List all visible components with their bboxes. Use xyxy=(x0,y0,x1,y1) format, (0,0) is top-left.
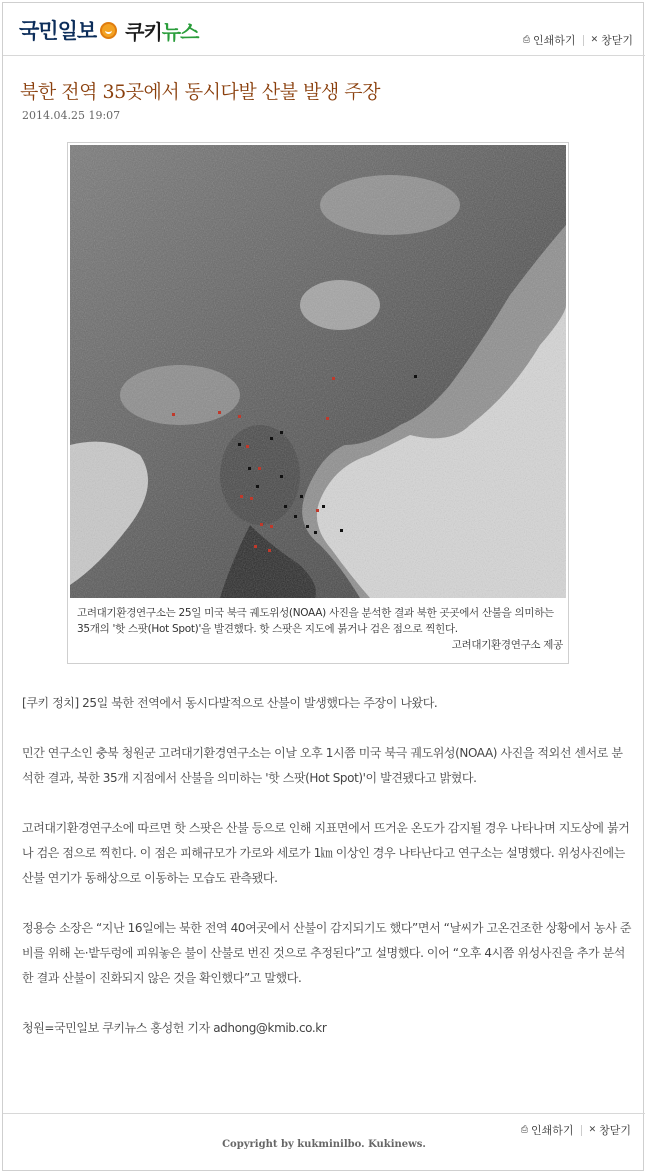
header-tools xyxy=(523,32,633,48)
print-label: 인쇄하기 xyxy=(533,34,576,47)
footer-print-button[interactable] xyxy=(521,1122,574,1138)
close-button[interactable] xyxy=(591,32,633,48)
close-icon: ✕ xyxy=(590,35,599,45)
logo-sub-text xyxy=(125,16,198,45)
article-title: 북한 전역 35곳에서 동시다발 산불 발생 주장 xyxy=(20,81,380,103)
logo-sub-b: 뉴스 xyxy=(161,19,199,44)
article-body xyxy=(22,691,632,1066)
footer-print-label: 인쇄하기 xyxy=(531,1124,574,1137)
logo-sub-a: 쿠키 xyxy=(125,19,162,44)
caption-credit: 고려대기환경연구소 제공 xyxy=(451,639,563,651)
photo-caption xyxy=(77,605,563,653)
logo-smile-icon xyxy=(100,22,117,39)
article-date: 2014.04.25 19:07 xyxy=(22,109,121,122)
paragraph: 고려대기환경연구소에 따르면 핫 스팟은 산불 등으로 인해 지표면에서 뜨거운 온도가 감지될 경우 나타나며 지도상에 붉거나 검은 점으로 찍힌다. 이 점은 피해규모가 가로와 세로가 1㎞ 이상인 경우 나타난다고 연구소는 설명했다. 위성사진에는 산불 연기가 동해상으로 이동하는 모습도 관측됐다. xyxy=(22,821,630,885)
footer-tools-divider xyxy=(581,1125,582,1136)
close-label: 창닫기 xyxy=(601,34,633,47)
printer-icon: ⎙ xyxy=(522,35,531,45)
byline: 청원=국민일보 쿠키뉴스 홍성헌 기자 adhong@kmib.co.kr xyxy=(22,1021,327,1035)
header xyxy=(3,3,645,56)
copyright: Copyright by kukminilbo. Kukinews. xyxy=(222,1139,426,1150)
footer-close-label: 창닫기 xyxy=(599,1124,631,1137)
footer-divider xyxy=(3,1113,645,1114)
tools-divider xyxy=(583,35,584,46)
footer-tools xyxy=(521,1122,631,1138)
caption-text: 고려대기환경연구소는 25일 미국 북극 궤도위성(NOAA) 사진을 분석한 결과 북한 곳곳에서 산불을 의미하는 35개의 '핫 스팟(Hot Spot)'을 발견했다. 핫 스팟은 지도에 붉거나 검은 점으로 찍힌다. xyxy=(77,607,554,635)
print-button[interactable] xyxy=(523,32,576,48)
printer-icon: ⎙ xyxy=(520,1125,529,1135)
paragraph: 정용승 소장은 “지난 16일에는 북한 전역 40여곳에서 산불이 감지되기도 했다”면서 “날씨가 고온건조한 상황에서 농사 준비를 위해 논·밭두렁에 피워놓은 불이 산불로 번진 것으로 추정된다”고 설명했다. 이어 “오후 4시쯤 위성사진을 추가 분석한 결과 산불이 진화되지 않은 것을 확인했다”고 말했다. xyxy=(22,921,632,985)
paragraph: 민간 연구소인 충북 청원군 고려대기환경연구소는 이날 오후 1시쯤 미국 북극 궤도위성(NOAA) 사진을 적외선 센서로 분석한 결과, 북한 35개 지점에서 산불을 의미하는 '핫 스팟(Hot Spot)'이 발견됐다고 밝혔다. xyxy=(22,746,623,785)
paragraph: [쿠키 정치] 25일 북한 전역에서 동시다발적으로 산불이 발생했다는 주장이 나왔다. xyxy=(22,696,438,710)
logo-main-text: 국민일보 xyxy=(19,19,97,43)
close-icon: ✕ xyxy=(588,1125,597,1135)
satellite-image-graphic xyxy=(70,145,566,598)
satellite-image xyxy=(70,145,566,598)
photo-box xyxy=(67,142,569,664)
site-logo[interactable] xyxy=(19,15,198,45)
page-frame xyxy=(2,2,644,1171)
footer-close-button[interactable] xyxy=(589,1122,631,1138)
